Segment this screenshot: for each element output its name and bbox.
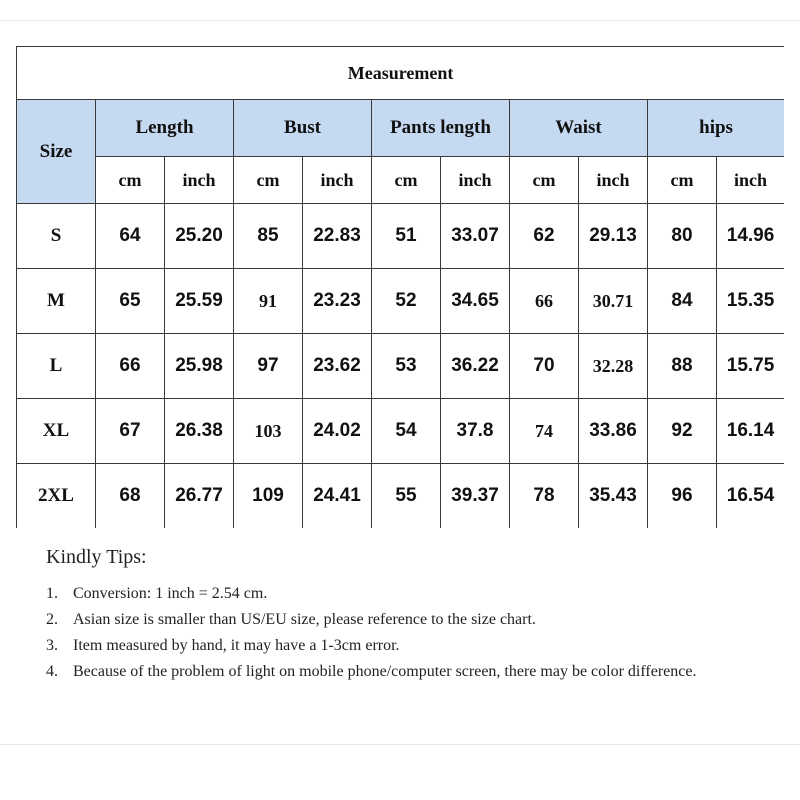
group-header-bust: Bust (234, 100, 372, 157)
hips-inch-cell: 16.14 (717, 399, 785, 464)
unit-header-cm: cm (510, 157, 579, 204)
bust-inch-cell: 23.23 (303, 269, 372, 334)
waist-inch-cell: 33.86 (579, 399, 648, 464)
hips-cm-cell: 80 (648, 204, 717, 269)
hips-inch-cell: 15.35 (717, 269, 785, 334)
unit-header-cm: cm (234, 157, 303, 204)
hips-inch-cell: 15.75 (717, 334, 785, 399)
kindly-tips (46, 546, 746, 685)
tip-number: 4. (46, 663, 58, 680)
tip-number: 3. (46, 637, 58, 654)
size-table (16, 46, 784, 528)
length-inch-cell: 25.20 (165, 204, 234, 269)
tip-text: Conversion: 1 inch = 2.54 cm. (73, 585, 268, 602)
length-cm-cell: 66 (96, 334, 165, 399)
length-cm-cell: 65 (96, 269, 165, 334)
group-header-pants-length: Pants length (372, 100, 510, 157)
pants-length-inch-cell: 33.07 (441, 204, 510, 269)
tip-number: 2. (46, 611, 58, 628)
bust-cm-cell: 109 (234, 464, 303, 529)
size-cell: L (17, 334, 96, 399)
waist-inch-cell: 30.71 (579, 269, 648, 334)
table-title: Measurement (17, 47, 785, 100)
bust-inch-cell: 24.41 (303, 464, 372, 529)
size-chart (16, 46, 784, 528)
size-cell: S (17, 204, 96, 269)
table-row (17, 269, 785, 334)
tips-title: Kindly Tips: (46, 546, 147, 568)
table-row (17, 334, 785, 399)
unit-header-inch: inch (579, 157, 648, 204)
size-cell: 2XL (17, 464, 96, 529)
tip-text: Because of the problem of light on mobile phone/computer screen, there may be color difference. (73, 663, 697, 680)
list-item (46, 633, 746, 659)
bust-cm-cell: 91 (234, 269, 303, 334)
bust-cm-cell: 85 (234, 204, 303, 269)
pants-length-cm-cell: 52 (372, 269, 441, 334)
bust-cm-cell: 103 (234, 399, 303, 464)
hips-cm-cell: 96 (648, 464, 717, 529)
bust-cm-cell: 97 (234, 334, 303, 399)
size-cell: XL (17, 399, 96, 464)
waist-cm-cell: 78 (510, 464, 579, 529)
length-inch-cell: 25.59 (165, 269, 234, 334)
table-row (17, 464, 785, 529)
list-item (46, 581, 746, 607)
unit-header-inch: inch (441, 157, 510, 204)
waist-cm-cell: 74 (510, 399, 579, 464)
waist-inch-cell: 32.28 (579, 334, 648, 399)
hips-inch-cell: 14.96 (717, 204, 785, 269)
list-item (46, 659, 746, 685)
hips-cm-cell: 88 (648, 334, 717, 399)
unit-header-inch: inch (717, 157, 785, 204)
bottom-divider (0, 744, 800, 745)
waist-cm-cell: 70 (510, 334, 579, 399)
table-row (17, 204, 785, 269)
unit-header-cm: cm (372, 157, 441, 204)
waist-cm-cell: 62 (510, 204, 579, 269)
length-cm-cell: 68 (96, 464, 165, 529)
pants-length-cm-cell: 54 (372, 399, 441, 464)
tip-number: 1. (46, 585, 58, 602)
table-row (17, 399, 785, 464)
waist-cm-cell: 66 (510, 269, 579, 334)
hips-inch-cell: 16.54 (717, 464, 785, 529)
length-inch-cell: 26.38 (165, 399, 234, 464)
bust-inch-cell: 23.62 (303, 334, 372, 399)
group-header-hips: hips (648, 100, 785, 157)
pants-length-inch-cell: 39.37 (441, 464, 510, 529)
size-column-header: Size (17, 100, 96, 204)
length-inch-cell: 25.98 (165, 334, 234, 399)
list-item (46, 607, 746, 633)
length-cm-cell: 64 (96, 204, 165, 269)
length-inch-cell: 26.77 (165, 464, 234, 529)
group-header-waist: Waist (510, 100, 648, 157)
hips-cm-cell: 84 (648, 269, 717, 334)
pants-length-cm-cell: 53 (372, 334, 441, 399)
waist-inch-cell: 29.13 (579, 204, 648, 269)
tip-text: Item measured by hand, it may have a 1-3cm error. (73, 637, 400, 654)
size-cell: M (17, 269, 96, 334)
waist-inch-cell: 35.43 (579, 464, 648, 529)
unit-header-inch: inch (165, 157, 234, 204)
tips-list (46, 581, 746, 685)
unit-header-cm: cm (96, 157, 165, 204)
pants-length-inch-cell: 36.22 (441, 334, 510, 399)
pants-length-cm-cell: 51 (372, 204, 441, 269)
group-header-length: Length (96, 100, 234, 157)
bust-inch-cell: 22.83 (303, 204, 372, 269)
top-divider (0, 20, 800, 21)
tip-text: Asian size is smaller than US/EU size, please reference to the size chart. (73, 611, 536, 628)
pants-length-inch-cell: 34.65 (441, 269, 510, 334)
length-cm-cell: 67 (96, 399, 165, 464)
pants-length-cm-cell: 55 (372, 464, 441, 529)
hips-cm-cell: 92 (648, 399, 717, 464)
pants-length-inch-cell: 37.8 (441, 399, 510, 464)
unit-header-cm: cm (648, 157, 717, 204)
unit-header-inch: inch (303, 157, 372, 204)
bust-inch-cell: 24.02 (303, 399, 372, 464)
